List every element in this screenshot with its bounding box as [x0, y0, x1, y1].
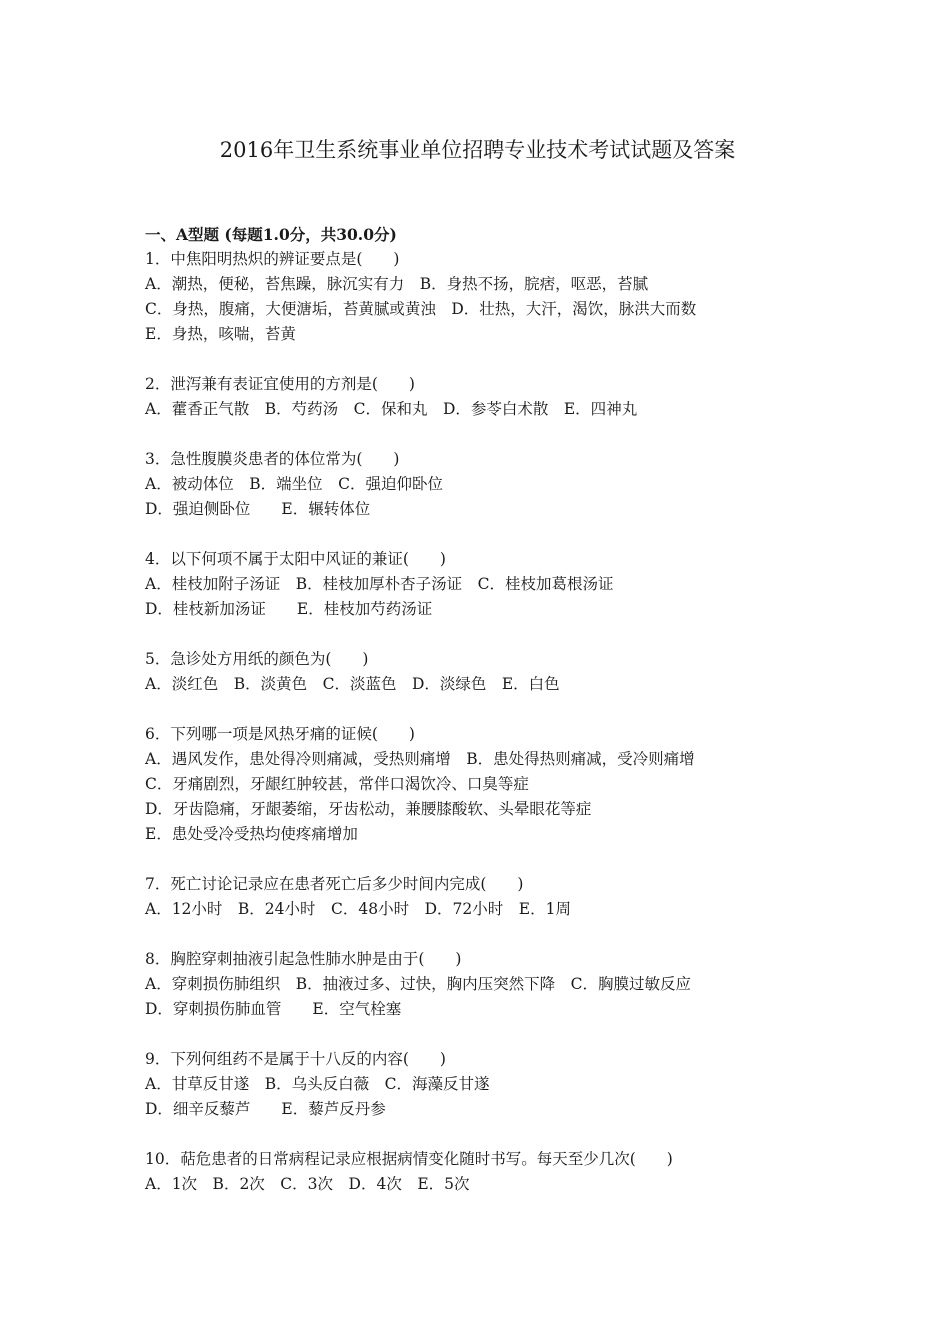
question-1 [145, 247, 830, 347]
question-stem: 1．中焦阳明热炽的辨证要点是( ) [145, 250, 400, 268]
document-title: 2016年卫生系统事业单位招聘专业技术考试试题及答案 [219, 138, 736, 162]
question-stem: 3．急性腹膜炎患者的体位常为( ) [145, 450, 400, 468]
section-heading: 一、A型题 (每题1.0分，共30.0分) [145, 225, 397, 244]
question-options: A．藿香正气散 B．芍药汤 C．保和丸 D．参苓白术散 E．四神丸 [145, 400, 638, 418]
question-options: D．强迫侧卧位 E．辗转体位 [145, 500, 371, 518]
question-stem: 4．以下何项不属于太阳中风证的兼证( ) [145, 550, 446, 568]
question-6 [145, 722, 830, 847]
question-options: E．身热，咳喘，苔黄 [145, 325, 296, 343]
question-options: A．12小时 B．24小时 C．48小时 D．72小时 E．1周 [145, 900, 571, 918]
question-options: D．细辛反藜芦 E．藜芦反丹参 [145, 1100, 386, 1118]
question-options: D．桂枝新加汤证 E．桂枝加芍药汤证 [145, 600, 433, 618]
question-stem: 6．下列哪一项是风热牙痛的证候( ) [145, 725, 415, 743]
question-4 [145, 547, 830, 622]
question-options: A．桂枝加附子汤证 B．桂枝加厚朴杏子汤证 C．桂枝加葛根汤证 [145, 575, 614, 593]
question-options: A．遇风发作，患处得冷则痛减，受热则痛增 B．患处得热则痛减，受冷则痛增 [145, 750, 695, 768]
question-options: D．穿刺损伤肺血管 E．空气栓塞 [145, 1000, 402, 1018]
question-10 [145, 1147, 830, 1197]
question-options: A．淡红色 B．淡黄色 C．淡蓝色 D．淡绿色 E．白色 [145, 675, 560, 693]
question-options: A．被动体位 B．端坐位 C．强迫仰卧位 [145, 475, 443, 493]
question-options: A．甘草反甘遂 B．乌头反白薇 C．海藻反甘遂 [145, 1075, 490, 1093]
question-options: C．牙痛剧烈，牙龈红肿较甚，常伴口渴饮冷、口臭等症 [145, 775, 529, 793]
question-stem: 8．胸腔穿刺抽液引起急性肺水肿是由于( ) [145, 950, 462, 968]
question-stem: 2．泄泻兼有表证宜使用的方剂是( ) [145, 375, 415, 393]
question-options: A．1次 B．2次 C．3次 D．4次 E．5次 [145, 1175, 470, 1193]
question-8 [145, 947, 830, 1022]
question-stem: 5．急诊处方用纸的颜色为( ) [145, 650, 369, 668]
question-3 [145, 447, 830, 522]
question-2 [145, 372, 830, 422]
question-options: E．患处受冷受热均使疼痛增加 [145, 825, 358, 843]
question-options: C．身热，腹痛，大便溏垢，苔黄腻或黄浊 D．壮热，大汗，渴饮，脉洪大而数 [145, 300, 697, 318]
question-stem: 10．萜危患者的日常病程记录应根据病情变化随时书写。每天至少几次( ) [145, 1150, 673, 1168]
question-options: A．潮热，便秘，苔焦躁，脉沉实有力 B．身热不扬，脘痞，呕恶，苔腻 [145, 275, 649, 293]
question-stem: 7．死亡讨论记录应在患者死亡后多少时间内完成( ) [145, 875, 524, 893]
question-9 [145, 1047, 830, 1122]
question-5 [145, 647, 830, 697]
question-list [145, 247, 830, 1197]
question-options: A．穿刺损伤肺组织 B．抽液过多、过快，胸内压突然下降 C．胸膜过敏反应 [145, 975, 691, 993]
question-7 [145, 872, 830, 922]
question-options: D．牙齿隐痛，牙龈萎缩，牙齿松动，兼腰膝酸软、头晕眼花等症 [145, 800, 592, 818]
question-stem: 9．下列何组药不是属于十八反的内容( ) [145, 1050, 446, 1068]
